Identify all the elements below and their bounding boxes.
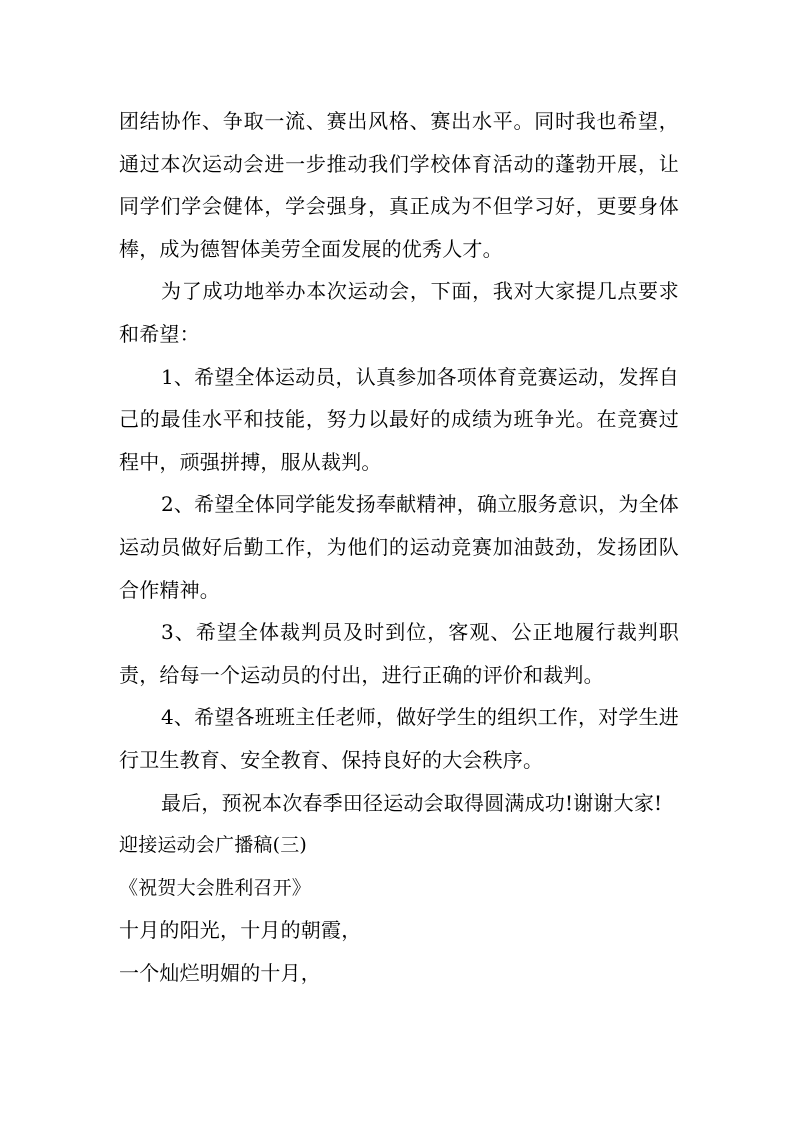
poem-line-1: 十月的阳光，十月的朝霞， xyxy=(119,918,362,943)
paragraph-requirement-3: 3、希望全体裁判员及时到位，客观、公正地履行裁判职责，给每一个运动员的付出，进行正确的评价和裁判。 xyxy=(119,620,679,687)
section-title: 迎接运动会广播稿(三) xyxy=(119,834,308,857)
paragraph-requirement-4: 4、希望各班班主任老师，做好学生的组织工作，对学生进行卫生教育、安全教育、保持良好的大会秩序。 xyxy=(119,705,679,772)
paragraph-closing-hopes: 团结协作、争取一流、赛出风格、赛出水平。同时我也希望，通过本次运动会进一步推动我们学校体育活动的蓬勃开展，让同学们学会健体，学会强身，真正成为不但学习好，更要身体棒，成为德智体美劳全面发展的优秀人才。 xyxy=(119,109,679,261)
document-body xyxy=(119,100,679,994)
paragraph-requirement-2: 2、希望全体同学能发扬奉献精神，确立服务意识，为全体运动员做好后勤工作，为他们的运动竞赛加油鼓劲，发扬团队合作精神。 xyxy=(119,492,679,602)
paragraph-final-wishes: 最后，预祝本次春季田径运动会取得圆满成功!谢谢大家! xyxy=(161,790,663,815)
paragraph-requirements-intro: 为了成功地举办本次运动会，下面，我对大家提几点要求和希望： xyxy=(119,279,679,346)
poem-line-2: 一个灿烂明媚的十月， xyxy=(119,960,321,985)
poem-title: 《祝贺大会胜利召开》 xyxy=(119,876,312,899)
paragraph-requirement-1: 1、希望全体运动员，认真参加各项体育竞赛运动，发挥自己的最佳水平和技能，努力以最好的成绩为班争光。在竞赛过程中，顽强拼搏，服从裁判。 xyxy=(119,364,679,474)
